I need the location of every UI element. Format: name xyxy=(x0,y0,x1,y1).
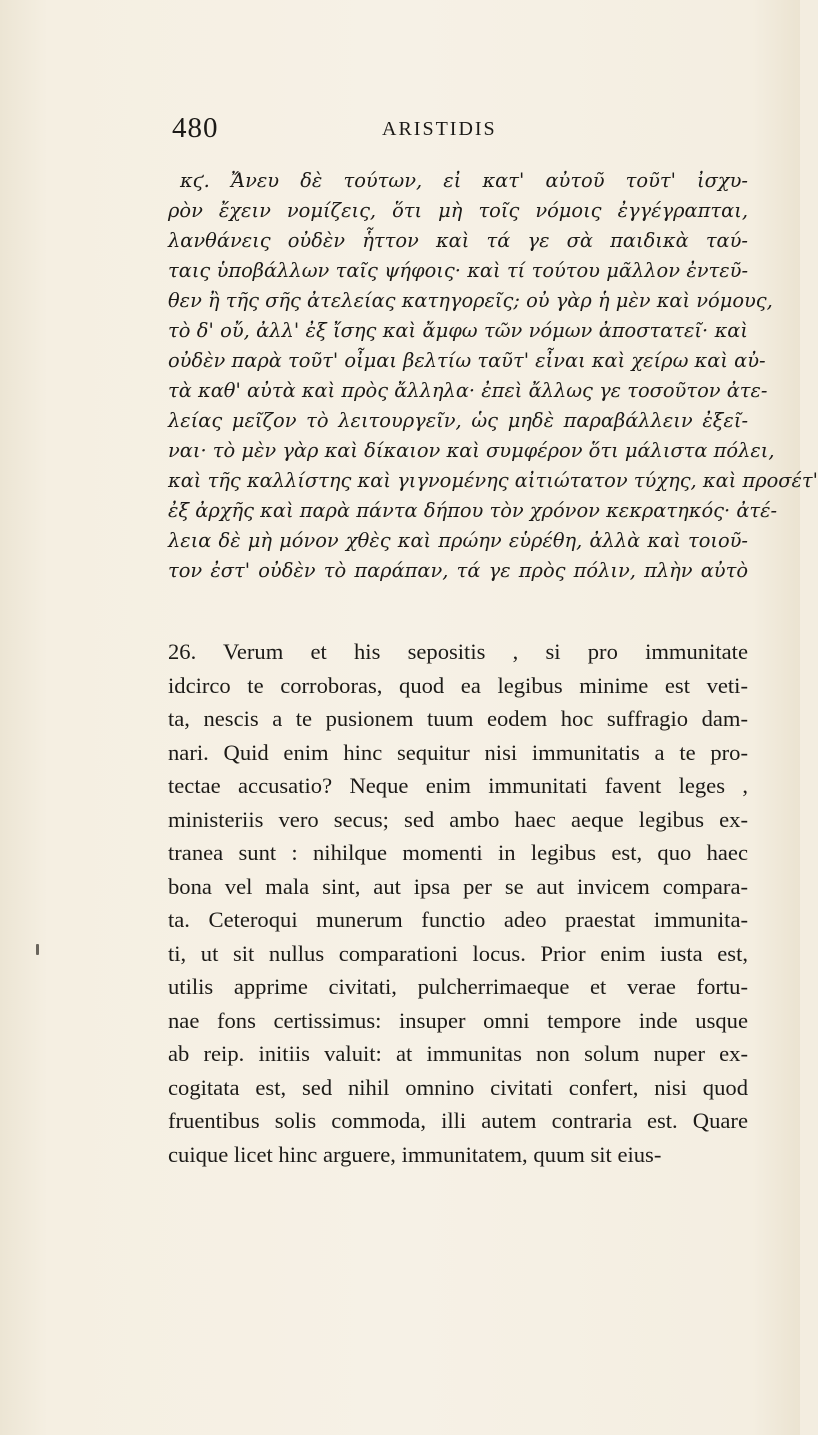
greek-line: οὐδὲν παρὰ τοῦτ' οἶμαι βελτίω ταῦτ' εἶναι καὶ χείρω καὶ αὐ- xyxy=(168,349,766,372)
latin-line: tectae accusatio? Neque enim immunitati favent leges , xyxy=(168,773,748,798)
greek-line: λεια δὲ μὴ μόνον χθὲς καὶ πρώην εὑρέθη, ἀλλὰ καὶ τοιοῦ- xyxy=(168,529,748,552)
greek-line: ναι· τὸ μὲν γὰρ καὶ δίκαιον καὶ συμφέρον ὅτι μάλιστα πόλει, xyxy=(168,439,775,462)
latin-line: ti, ut sit nullus comparationi locus. Prior enim iusta est, xyxy=(168,940,748,966)
greek-line: κϛ. Ἄνευ δὲ τούτων, εἰ κατ' αὐτοῦ τοῦτ' ἰσχυ- xyxy=(180,169,748,192)
latin-line: ministeriis vero secus; sed ambo haec aeque legibus ex- xyxy=(168,806,748,832)
greek-line: λανθάνεις οὐδὲν ἧττον καὶ τά γε σὰ παιδικὰ ταύ- xyxy=(168,229,748,252)
latin-line: cuique licet hinc arguere, immunitatem, quum sit eius- xyxy=(168,1141,662,1167)
greek-line: καὶ τῆς καλλίστης καὶ γιγνομένης αἰτιώτατον τύχης, καὶ προσέτ' xyxy=(168,469,818,492)
page-number: 480 xyxy=(172,112,219,144)
greek-line: θεν ἢ τῆς σῆς ἀτελείας κατηγορεῖς; οὐ γὰρ ἡ μὲν καὶ νόμους, xyxy=(168,289,773,312)
greek-line: ρὸν ἔχειν νομίζεις, ὅτι μὴ τοῖς νόμοις ἐγγέγραπται, xyxy=(168,199,748,222)
latin-line: tranea sunt : nihilque momenti in legibus est, quo haec xyxy=(168,840,748,865)
greek-line: ἐξ ἀρχῆς καὶ παρὰ πάντα δήπου τὸν χρόνον κεκρατηκός· ἀτέ- xyxy=(168,499,778,522)
latin-line: bona vel mala sint, aut ipsa per se aut invicem compara- xyxy=(168,873,748,899)
latin-line: cogitata est, sed nihil omnino civitati confert, nisi quod xyxy=(168,1074,748,1100)
latin-line: nari. Quid enim hinc sequitur nisi immunitatis a te pro- xyxy=(168,739,748,765)
greek-line: τὸ δ' οὔ, ἀλλ' ἐξ ἴσης καὶ ἄμφω τῶν νόμων ἀποστατεῖ· καὶ xyxy=(168,319,748,342)
latin-line: nae fons certissimus: insuper omni tempore inde usque xyxy=(168,1007,748,1033)
latin-translation-block xyxy=(168,635,748,1171)
greek-line: τὰ καθ' αὐτὰ καὶ πρὸς ἄλληλα· ἐπεὶ ἄλλως γε τοσοῦτον ἀτε- xyxy=(168,379,768,402)
latin-line: ta, nescis a te pusionem tuum eodem hoc suffragio dam- xyxy=(168,706,748,731)
latin-line: idcirco te corroboras, quod ea legibus minime est veti- xyxy=(168,672,748,698)
latin-line: ta. Ceteroqui munerum functio adeo praestat immunita- xyxy=(168,907,748,932)
greek-line: τον ἐστ' οὐδὲν τὸ παράπαν, τά γε πρὸς πόλιν, πλὴν αὐτὸ xyxy=(168,559,748,582)
greek-line: ταις ὑποβάλλων ταῖς ψήφοις· καὶ τί τούτου μᾶλλον ἐντεῦ- xyxy=(168,259,748,282)
running-head: ARISTIDIS xyxy=(382,118,497,140)
page-header xyxy=(172,112,732,152)
greek-text-block xyxy=(168,166,818,586)
latin-line: utilis apprime civitati, pulcherrimaeque et verae fortu- xyxy=(168,974,748,999)
latin-line: 26. Verum et his sepositis , si pro immunitate xyxy=(168,639,748,664)
latin-line: fruentibus solis commoda, illi autem contraria est. Quare xyxy=(168,1108,748,1133)
margin-speck xyxy=(36,944,39,955)
latin-line: ab reip. initiis valuit: at immunitas non solum nuper ex- xyxy=(168,1041,748,1066)
greek-line: λείας μεῖζον τὸ λειτουργεῖν, ὡς μηδὲ παραβάλλειν ἐξεῖ- xyxy=(168,409,748,432)
